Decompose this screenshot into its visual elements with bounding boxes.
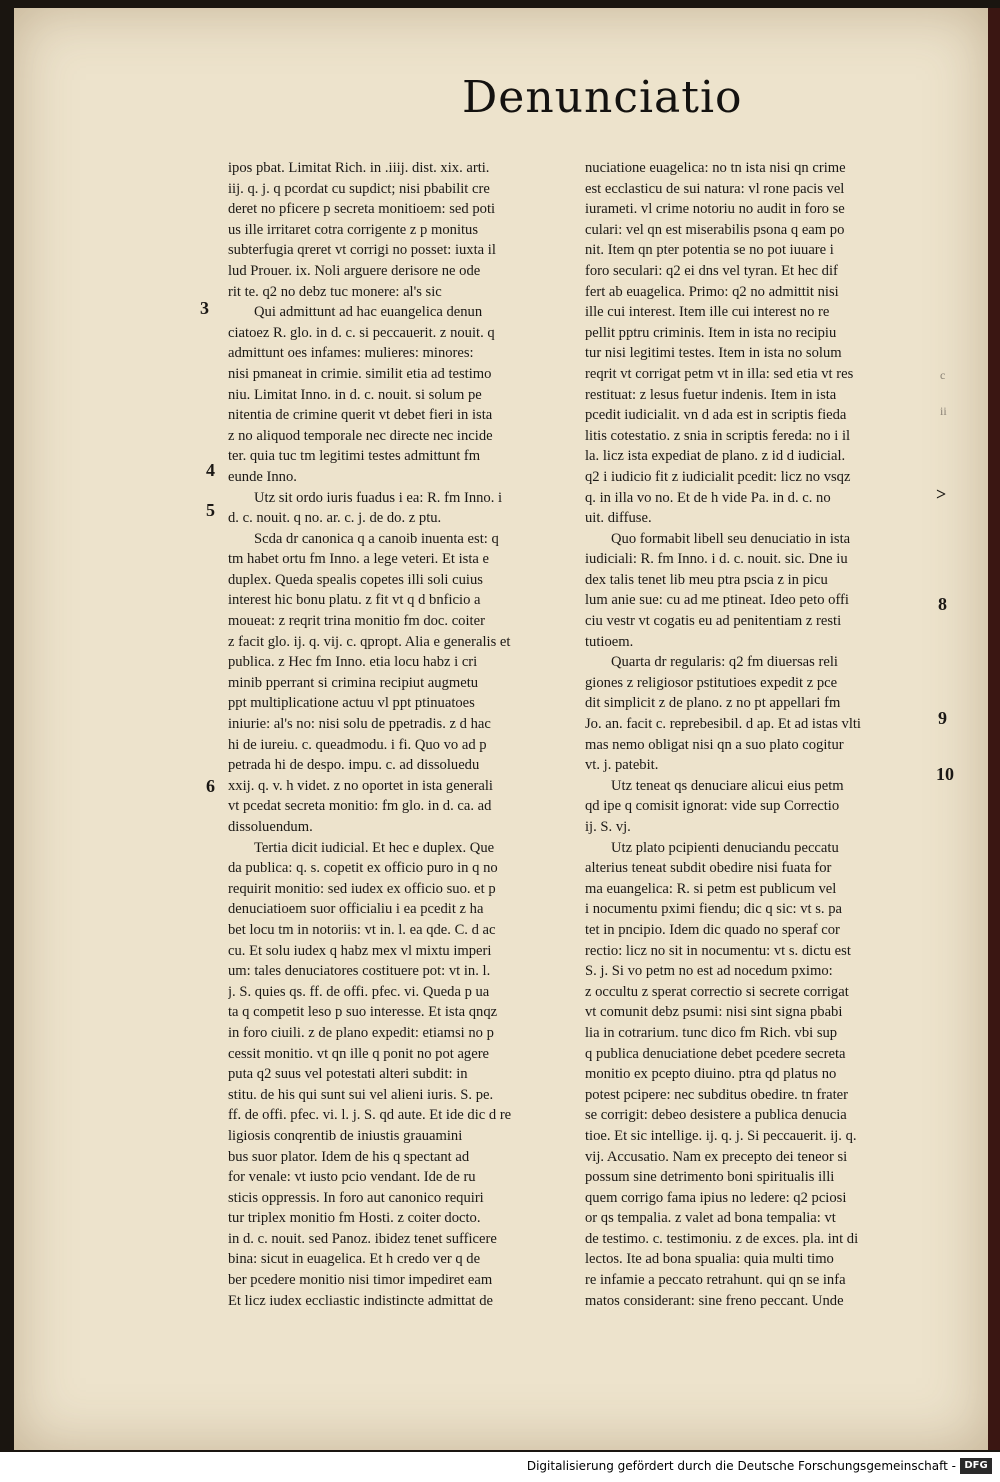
text-line: lectos. Ite ad bona spualia: quia multi timo [585, 1251, 834, 1268]
text-line: bet locu tm in notoriis: vt in. l. ea qde. C. d ac [228, 921, 496, 938]
text-line: Et licz iudex eccliastic indistincte admittat de [228, 1292, 494, 1309]
left-text-column [228, 158, 578, 1311]
dfg-logo: DFG [960, 1458, 992, 1474]
text-line: moueat: z reqrit trina monitio fm doc. coiter [228, 613, 485, 630]
text-line: hi de iureiu. c. queadmodu. i fi. Quo vo ad p [228, 736, 487, 753]
text-line: ligiosis conqrentib de iniustis grauamini [228, 1127, 463, 1144]
text-line: Tertia dicit iudicial. Et hec e duplex. Que [254, 839, 495, 856]
text-line: stitu. de his qui sunt sui vel alieni iuris. S. pe. [228, 1086, 494, 1103]
text-line: possum sine detrimento boni spiritualis illi [585, 1169, 835, 1186]
margin-number-6: 6 [206, 776, 215, 796]
text-line: restituat: z lesus fuetur indenis. Item in ista [585, 386, 837, 403]
text-line: Utz sit ordo iuris fuadus i ea: R. fm Inno. i [254, 489, 503, 506]
text-line: giones z religiosor pstitutioes expedit z pce [585, 674, 838, 691]
text-line: cu. Et solu iudex q habz mex vl mixtu imperi [228, 942, 492, 959]
text-line: eunde Inno. [228, 468, 297, 485]
right-text-column [585, 158, 930, 1311]
text-line: denuciatioem suor officialiu i ea pcedit z ha [228, 901, 484, 918]
text-line: vij. Accusatio. Nam ex precepto dei teneor si [585, 1148, 848, 1165]
text-line: ciatoez R. glo. in d. c. si peccauerit. z nouit. q [228, 324, 495, 341]
text-line: lud Prouer. ix. Noli arguere derisore ne ode [228, 262, 481, 279]
text-line: d. c. nouit. q no. ar. c. j. de do. z ptu. [228, 510, 442, 527]
text-line: requirit monitio: sed iudex ex officio suo. et p [228, 880, 496, 897]
text-line: quem corrigo fama ipius no ledere: q2 pciosi [585, 1189, 847, 1206]
text-line: potest pcipere: nec subditus obedire. tn frater [585, 1086, 849, 1103]
text-line: sticis oppressis. In foro aut canonico requiri [228, 1189, 484, 1206]
text-line: xxij. q. v. h videt. z no oportet in ista generali [228, 777, 493, 794]
running-head: Denunciatio [462, 72, 743, 123]
text-line: i nocumentu pximi fiendu; dic q sic: vt s. pa [585, 901, 842, 918]
text-line: foro seculari: q2 ei dns vel tyran. Et hec dif [585, 262, 838, 279]
text-line: subterfugia qreret vt corrigi no posset: iuxta il [228, 242, 496, 259]
text-line: culari: vel qn est miserabilis psona q eam po [585, 221, 845, 238]
text-line: de testimo. c. testimoniu. z de exces. pla. int di [585, 1230, 859, 1247]
digitization-footer [0, 1452, 1000, 1482]
margin-number-8: 8 [938, 594, 947, 614]
text-line: est ecclasticu de sui natura: vl rone pacis vel [585, 180, 845, 197]
faint-margin-mark: c [940, 368, 946, 382]
text-line: tioe. Et sic intellige. ij. q. j. Si peccauerit. ij. q. [585, 1127, 857, 1144]
text-line: publica. z Hec fm Inno. etia locu habz i cri [228, 654, 478, 671]
text-line: z occultu z sperat correctio si secrete corrigat [585, 983, 849, 1000]
text-line: rectio: licz no sit in nocumentu: vt s. dictu est [585, 942, 851, 959]
text-line: um: tales denuciatores costituere pot: vt in. l. [228, 963, 491, 980]
text-line: Qui admittunt ad hac euangelica denun [254, 304, 483, 321]
text-line: ber pcedere monitio nisi timor impediret eam [228, 1272, 493, 1289]
text-line: Scda dr canonica q a canoib inuenta est: q [254, 530, 499, 547]
text-line: nit. Item qn pter potentia se no pot iuuare i [585, 242, 834, 259]
text-line: ta q competit leso p suo interesse. Et ista qnqz [228, 1004, 498, 1021]
text-line: ciu vestr vt cogatis eu ad penitentiam z resti [585, 613, 842, 630]
text-line: bus suor plator. Idem de his q spectant ad [228, 1148, 470, 1165]
text-line: bina: sicut in euagelica. Et h credo ver q de [228, 1251, 481, 1268]
text-line: tur nisi legitimi testes. Item in ista no solum [585, 345, 842, 362]
text-line: uit. diffuse. [585, 510, 652, 527]
text-line: in d. c. nouit. sed Panoz. ibidez tenet sufficere [228, 1230, 497, 1247]
text-line: for venale: vt iusto pcio vendant. Ide de ru [228, 1169, 476, 1186]
text-line: dex talis tenet lib meu ptra pscia z in picu [585, 571, 828, 588]
faint-margin-mark: ii [940, 404, 947, 418]
text-line: interest hic bonu platu. z fit vt q d bnficio a [228, 592, 481, 609]
text-line: S. j. Si vo petm no est ad nocedum pximo: [585, 963, 833, 980]
text-line: Utz plato pcipienti denuciandu peccatu [611, 839, 839, 856]
text-line: puta q2 suus vel potestati alteri subdit: in [228, 1066, 468, 1083]
text-line: ij. S. vj. [585, 819, 631, 835]
text-line: vt pcedat secreta monitio: fm glo. in d. ca. ad [228, 798, 492, 815]
text-line: iniurie: al's no: nisi solu de ppetradis. z d hac [228, 716, 491, 733]
text-line: alterius teneat subdit obedire nisi fuata for [585, 860, 832, 877]
text-line: tutioem. [585, 633, 634, 650]
text-line: pcedit iudicialit. vn d ada est in scriptis fieda [585, 407, 847, 424]
text-line: tm habet ortu fm Inno. a lege veteri. Et ista e [228, 551, 489, 568]
text-line: tur triplex monitio fm Hosti. z coiter docto. [228, 1210, 481, 1227]
funding-credit: Digitalisierung gefördert durch die Deutsche Forschungsgemeinschaft - [526, 1459, 956, 1473]
text-line: j. S. quies qs. ff. de offi. pfec. vi. Queda p ua [228, 983, 490, 1000]
text-line: litis cotestatio. z snia in scriptis fereda: no i il [585, 427, 851, 444]
margin-number-3: 3 [200, 298, 209, 318]
text-line: q2 i iudicio fit z iudicialit pcedit: licz no vsqz [585, 468, 851, 485]
text-line: iudiciali: R. fm Inno. i d. c. nouit. sic. Dne iu [585, 551, 848, 568]
text-line: cessit monitio. vt qn ille q ponit no pot agere [228, 1045, 490, 1062]
text-line: rit te. q2 no debz tuc monere: al's sic [228, 283, 442, 300]
margin-number-7: > [936, 484, 947, 504]
text-line: monitio ex pcepto diuino. ptra qd platus no [585, 1066, 837, 1083]
text-line: in foro ciuili. z de plano expedit: etiamsi no p [228, 1024, 494, 1041]
book-binding-edge [988, 8, 1000, 1450]
text-line: petrada hi de despo. impu. c. ad dissoluedu [228, 757, 480, 774]
margin-number-4: 4 [206, 460, 215, 480]
text-line: qd ipe q comisit ignorat: vide sup Correctio [585, 798, 840, 815]
text-line: la. licz ista expediat de plano. z id d iudicial. [585, 448, 846, 465]
text-line: q publica denuciatione debet pcedere secreta [585, 1045, 846, 1062]
text-line: se corrigit: debeo desistere a publica denucia [585, 1107, 847, 1124]
text-line: da publica: q. s. copetit ex officio puro in q no [228, 860, 498, 877]
text-line: q. in illa vo no. Et de h vide Pa. in d. c. no [585, 489, 831, 506]
text-line: vt comunit debz psumi: nisi sint signa pbabi [585, 1004, 843, 1021]
margin-number-5: 5 [206, 500, 215, 520]
text-line: ipos pbat. Limitat Rich. in .iiij. dist. xix. arti. [228, 160, 490, 176]
text-line: minib pperrant si crimina recipiut augmetu [228, 674, 479, 691]
text-line: pellit pptru criminis. Item in ista no recipiu [585, 324, 837, 341]
text-line: vt. j. patebit. [585, 757, 659, 774]
text-line: ter. quia tuc tm legitimi testes admittunt fm [228, 448, 481, 465]
margin-number-9: 9 [938, 708, 947, 728]
text-line: matos considerant: sine freno peccant. Unde [585, 1292, 844, 1309]
text-line: Quo formabit libell seu denuciatio in ista [611, 530, 851, 547]
text-line: lum anie sue: cu ad me ptineat. Ideo peto offi [585, 592, 849, 609]
text-line: iij. q. j. q pcordat cu supdict; nisi pbabilit cre [228, 180, 490, 197]
text-line: z facit glo. ij. q. vij. c. qpropt. Alia e generalis et [228, 633, 511, 650]
text-line: admittunt oes infames: mulieres: minores: [228, 345, 474, 362]
text-line: iurameti. vl crime notoriu no audit in foro se [585, 201, 845, 218]
text-line: fert ab euagelica. Primo: q2 no admittit nisi [585, 283, 839, 300]
text-line: lia in cotrarium. tunc dico fm Rich. vbi sup [585, 1024, 838, 1041]
text-line: Jo. an. facit c. reprebesibil. d ap. Et ad istas vlti [585, 716, 861, 733]
text-line: z no aliquod temporale nec directe nec incide [228, 427, 493, 444]
text-line: duplex. Queda spealis copetes illi soli cuius [228, 571, 483, 588]
text-line: Utz teneat qs denuciare alicui eius petm [611, 777, 844, 794]
text-line: re infamie a peccato retrahunt. qui qn se infa [585, 1272, 846, 1289]
text-line: Quarta dr regularis: q2 fm diuersas reli [611, 654, 838, 671]
text-line: dissoluendum. [228, 819, 313, 835]
text-line: ff. de offi. pfec. vi. l. j. S. qd aute. Et ide dic d re [228, 1107, 512, 1124]
text-line: ma euangelica: R. si petm est publicum vel [585, 880, 837, 897]
text-line: or qs tempalia. z valet ad bona tempalia: vt [585, 1210, 836, 1227]
margin-number-10: 10 [936, 764, 954, 784]
text-line: nitentia de crimine querit vt debet fieri in ista [228, 407, 493, 424]
text-line: reqrit vt corrigat petm vt in illa: sed etia vt res [585, 365, 854, 382]
text-line: dit simplicit z de plano. z no pt appellari fm [585, 695, 841, 712]
text-line: mas nemo obligat nisi qn a suo plato cogitur [585, 736, 844, 753]
text-line: us ille irritaret cotra corrigente z p monitus [228, 221, 479, 238]
text-line: niu. Limitat Inno. in d. c. nouit. si solum pe [228, 386, 482, 403]
text-line: ppt multiplicatione actuu vl ppt ptinuatoes [228, 695, 475, 712]
text-line: deret no pficere p secreta monitioem: sed poti [228, 201, 496, 218]
text-line: nisi pmaneat in crimie. similit etia ad testimo [228, 365, 492, 382]
text-line: tet in pncipio. Idem dic quado no speraf cor [585, 921, 840, 938]
text-line: nuciatione euagelica: no tn ista nisi qn crime [585, 160, 846, 176]
text-line: ille cui interest. Item ille cui interest no re [585, 304, 830, 321]
